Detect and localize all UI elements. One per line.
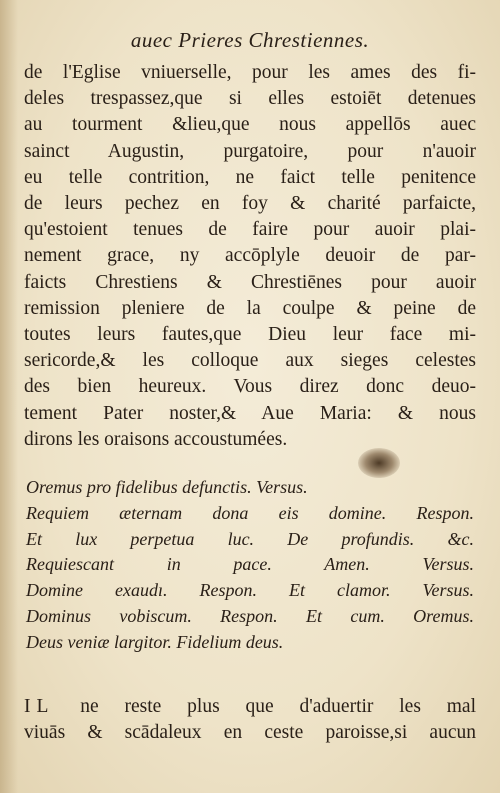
text-line: tement Pater noster,& Aue Maria: & nous	[24, 402, 476, 424]
drop-capital: IL	[24, 696, 55, 717]
text-line: au tourment &lieu,que nous appellōs auec	[24, 114, 476, 136]
prayer-line: Et lux perpetua luc. De profundis. &c.	[26, 528, 474, 549]
text-line: deles trespassez,que si elles estoiēt detenues	[24, 88, 476, 110]
prayer-line: Requiem æternam dona eis domine. Respon.	[26, 502, 474, 523]
text-line: de l'Eglise vniuerselle, pour les ames des fi-	[24, 62, 476, 83]
text-line: eu telle contrition, ne faict telle penitence	[24, 166, 476, 188]
text-line: toutes leurs fautes,que Dieu leur face mi-	[24, 324, 476, 346]
prayer-line: Deus veniæ largitor. Fidelium deus.	[26, 631, 284, 652]
text-line: sericorde,& les colloque aux sieges celestes	[24, 350, 476, 372]
running-header: auec Prieres Chrestiennes.	[130, 28, 370, 52]
prayer-line: Dominus vobiscum. Respon. Et cum. Oremus.	[26, 605, 474, 626]
prayer-line: Requiescant in pace. Amen. Versus.	[26, 554, 474, 575]
text-line: viuās & scādaleux en ceste paroisse,si aucun	[24, 722, 476, 743]
prayer-line: Oremus pro fidelibus defunctis. Versus.	[26, 477, 308, 497]
text-line: de leurs pechez en foy & charité parfaicte,	[24, 193, 476, 215]
text-line: remission pleniere de la coulpe & peine de	[24, 297, 476, 319]
text-line: sainct Augustin, purgatoire, pour n'auoir	[24, 140, 476, 162]
closing-paragraph	[24, 694, 476, 746]
text-line: faicts Chrestiens & Chrestiēnes pour auoir	[24, 271, 476, 293]
closing-line-1: ne reste plus que d'aduertir les mal	[80, 696, 476, 717]
text-line: des bien heureux. Vous direz donc deuo-	[24, 376, 476, 398]
page-gutter-shadow	[0, 0, 18, 793]
prayer-block	[26, 475, 474, 656]
text-line	[24, 694, 476, 720]
text-line: dirons les oraisons accoustumées.	[24, 428, 288, 450]
text-line: nement grace, ny accōplyle deuoir de par-	[24, 245, 476, 267]
text-line: qu'estoient tenues de faire pour auoir plai-	[24, 219, 476, 241]
main-paragraph	[24, 60, 476, 453]
ink-stain	[358, 448, 400, 478]
prayer-line: Domine exaudı. Respon. Et clamor. Versus.	[26, 580, 474, 601]
